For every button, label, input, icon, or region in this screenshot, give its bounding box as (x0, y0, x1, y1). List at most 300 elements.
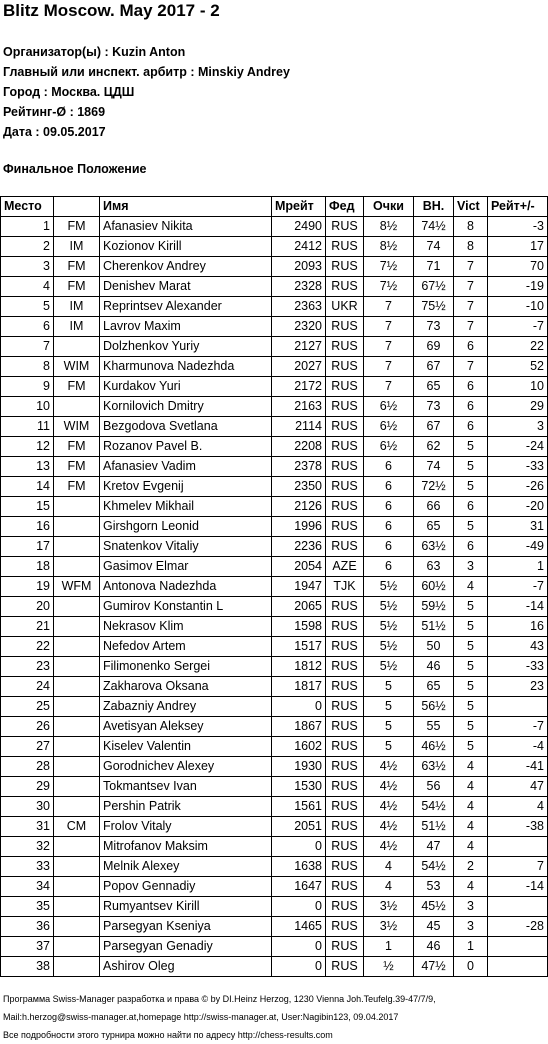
rating-change-cell (488, 897, 548, 917)
points-cell: 5 (364, 717, 414, 737)
title-cell (54, 497, 100, 517)
place-cell: 24 (1, 677, 54, 697)
title-cell (54, 737, 100, 757)
points-cell: 4 (364, 877, 414, 897)
place-cell: 13 (1, 457, 54, 477)
rating-change-cell: -14 (488, 597, 548, 617)
name-cell: Kretov Evgenij (100, 477, 272, 497)
name-cell: Parsegyan Genadiy (100, 937, 272, 957)
federation-cell: RUS (326, 277, 364, 297)
rating-cell: 2054 (272, 557, 326, 577)
rating-cell: 2363 (272, 297, 326, 317)
rating-cell: 2065 (272, 597, 326, 617)
rating-change-cell: -14 (488, 877, 548, 897)
federation-cell: UKR (326, 297, 364, 317)
buchholz-cell: 63½ (414, 537, 454, 557)
table-row (1, 257, 548, 277)
rating-change-cell: -3 (488, 217, 548, 237)
name-cell: Nekrasov Klim (100, 617, 272, 637)
rating-cell: 2236 (272, 537, 326, 557)
victories-cell: 5 (454, 477, 488, 497)
rating-change-cell: -26 (488, 477, 548, 497)
victories-cell: 5 (454, 737, 488, 757)
buchholz-cell: 56½ (414, 697, 454, 717)
victories-cell: 5 (454, 597, 488, 617)
points-cell: 5 (364, 737, 414, 757)
rating-change-cell: 22 (488, 337, 548, 357)
points-cell: 5½ (364, 637, 414, 657)
table-row (1, 297, 548, 317)
place-cell: 15 (1, 497, 54, 517)
place-cell: 19 (1, 577, 54, 597)
col-header-victories: Vict (454, 197, 488, 217)
points-cell: 6 (364, 497, 414, 517)
name-cell: Kozionov Kirill (100, 237, 272, 257)
table-row (1, 917, 548, 937)
title-cell (54, 657, 100, 677)
buchholz-cell: 74 (414, 457, 454, 477)
name-cell: Kharmunova Nadezhda (100, 357, 272, 377)
name-cell: Kurdakov Yuri (100, 377, 272, 397)
place-cell: 1 (1, 217, 54, 237)
place-cell: 37 (1, 937, 54, 957)
name-cell: Khmelev Mikhail (100, 497, 272, 517)
rating-cell: 1598 (272, 617, 326, 637)
table-row (1, 457, 548, 477)
rating-change-cell: -24 (488, 437, 548, 457)
victories-cell: 5 (454, 617, 488, 637)
place-cell: 2 (1, 237, 54, 257)
name-cell: Filimonenko Sergei (100, 657, 272, 677)
name-cell: Mitrofanov Maksim (100, 837, 272, 857)
federation-cell: RUS (326, 737, 364, 757)
points-cell: 7 (364, 337, 414, 357)
federation-cell: RUS (326, 617, 364, 637)
victories-cell: 8 (454, 237, 488, 257)
federation-cell: RUS (326, 797, 364, 817)
title-cell: IM (54, 317, 100, 337)
rating-cell: 0 (272, 937, 326, 957)
federation-cell: RUS (326, 777, 364, 797)
federation-cell: RUS (326, 817, 364, 837)
victories-cell: 6 (454, 337, 488, 357)
title-cell: WFM (54, 577, 100, 597)
rating-cell: 2378 (272, 457, 326, 477)
table-row (1, 337, 548, 357)
name-cell: Cherenkov Andrey (100, 257, 272, 277)
table-row (1, 597, 548, 617)
buchholz-cell: 67½ (414, 277, 454, 297)
table-header-row (1, 197, 548, 217)
victories-cell: 2 (454, 857, 488, 877)
victories-cell: 4 (454, 577, 488, 597)
title-cell (54, 797, 100, 817)
federation-cell: RUS (326, 217, 364, 237)
buchholz-cell: 46 (414, 937, 454, 957)
rating-change-cell: 3 (488, 417, 548, 437)
points-cell: 5 (364, 697, 414, 717)
name-cell: Popov Gennadiy (100, 877, 272, 897)
table-row (1, 737, 548, 757)
col-header-title (54, 197, 100, 217)
rating-cell: 2172 (272, 377, 326, 397)
victories-cell: 5 (454, 637, 488, 657)
rating-change-cell: 23 (488, 677, 548, 697)
federation-cell: RUS (326, 437, 364, 457)
rating-change-cell: 52 (488, 357, 548, 377)
rating-change-cell: -4 (488, 737, 548, 757)
title-cell: FM (54, 277, 100, 297)
place-cell: 7 (1, 337, 54, 357)
victories-cell: 7 (454, 317, 488, 337)
rating-cell: 2114 (272, 417, 326, 437)
city-line: Город : Москва. ЦДШ (3, 85, 135, 99)
victories-cell: 5 (454, 517, 488, 537)
table-row (1, 537, 548, 557)
rating-change-cell: 47 (488, 777, 548, 797)
victories-cell: 5 (454, 697, 488, 717)
arbiter-line: Главный или инспект. арбитр : Minskiy Andrey (3, 65, 290, 79)
buchholz-cell: 62 (414, 437, 454, 457)
tournament-title: Blitz Moscow. May 2017 - 2 (3, 1, 220, 20)
buchholz-cell: 56 (414, 777, 454, 797)
place-cell: 33 (1, 857, 54, 877)
table-row (1, 937, 548, 957)
points-cell: 7 (364, 357, 414, 377)
federation-cell: RUS (326, 857, 364, 877)
title-cell: WIM (54, 357, 100, 377)
rating-change-cell: -38 (488, 817, 548, 837)
rating-average-line: Рейтинг-Ø : 1869 (3, 105, 106, 119)
place-cell: 5 (1, 297, 54, 317)
buchholz-cell: 46 (414, 657, 454, 677)
name-cell: Denishev Marat (100, 277, 272, 297)
federation-cell: RUS (326, 837, 364, 857)
buchholz-cell: 67 (414, 417, 454, 437)
rating-cell: 1647 (272, 877, 326, 897)
rating-change-cell: 70 (488, 257, 548, 277)
points-cell: 6½ (364, 397, 414, 417)
table-row (1, 657, 548, 677)
table-row (1, 637, 548, 657)
title-cell (54, 337, 100, 357)
victories-cell: 4 (454, 817, 488, 837)
rating-change-cell: 7 (488, 857, 548, 877)
federation-cell: RUS (326, 237, 364, 257)
points-cell: 4½ (364, 777, 414, 797)
federation-cell: RUS (326, 897, 364, 917)
name-cell: Pershin Patrik (100, 797, 272, 817)
victories-cell: 4 (454, 877, 488, 897)
name-cell: Kornilovich Dmitry (100, 397, 272, 417)
points-cell: 5½ (364, 597, 414, 617)
rating-cell: 1602 (272, 737, 326, 757)
federation-cell: RUS (326, 697, 364, 717)
victories-cell: 5 (454, 717, 488, 737)
name-cell: Frolov Vitaly (100, 817, 272, 837)
rating-change-cell: -49 (488, 537, 548, 557)
federation-cell: RUS (326, 937, 364, 957)
place-cell: 4 (1, 277, 54, 297)
federation-cell: RUS (326, 877, 364, 897)
title-cell (54, 877, 100, 897)
table-row (1, 837, 548, 857)
victories-cell: 4 (454, 757, 488, 777)
title-cell: FM (54, 477, 100, 497)
name-cell: Reprintsev Alexander (100, 297, 272, 317)
rating-change-cell: -10 (488, 297, 548, 317)
rating-cell: 2051 (272, 817, 326, 837)
rating-cell: 1817 (272, 677, 326, 697)
title-cell (54, 837, 100, 857)
footer-contact: Mail:h.herzog@swiss-manager.at,homepage http://swiss-manager.at, User:Nagibin123, 09.04.2017 (3, 1012, 399, 1022)
victories-cell: 8 (454, 217, 488, 237)
federation-cell: RUS (326, 257, 364, 277)
victories-cell: 7 (454, 297, 488, 317)
buchholz-cell: 46½ (414, 737, 454, 757)
buchholz-cell: 47 (414, 837, 454, 857)
rating-change-cell (488, 937, 548, 957)
title-cell: WIM (54, 417, 100, 437)
federation-cell: RUS (326, 377, 364, 397)
victories-cell: 4 (454, 797, 488, 817)
place-cell: 3 (1, 257, 54, 277)
col-header-buchholz: BH. (414, 197, 454, 217)
buchholz-cell: 53 (414, 877, 454, 897)
buchholz-cell: 73 (414, 397, 454, 417)
points-cell: 6 (364, 477, 414, 497)
name-cell: Lavrov Maxim (100, 317, 272, 337)
table-row (1, 417, 548, 437)
title-cell: FM (54, 437, 100, 457)
name-cell: Girshgorn Leonid (100, 517, 272, 537)
rating-cell: 2412 (272, 237, 326, 257)
points-cell: 6 (364, 517, 414, 537)
points-cell: 7½ (364, 257, 414, 277)
place-cell: 34 (1, 877, 54, 897)
standings-table (0, 196, 548, 977)
rating-change-cell: -19 (488, 277, 548, 297)
victories-cell: 6 (454, 417, 488, 437)
place-cell: 10 (1, 397, 54, 417)
table-row (1, 217, 548, 237)
place-cell: 20 (1, 597, 54, 617)
col-header-points: Очки (364, 197, 414, 217)
federation-cell: RUS (326, 677, 364, 697)
table-row (1, 277, 548, 297)
federation-cell: TJK (326, 577, 364, 597)
victories-cell: 5 (454, 677, 488, 697)
federation-cell: RUS (326, 317, 364, 337)
title-cell (54, 597, 100, 617)
federation-cell: RUS (326, 657, 364, 677)
title-cell (54, 717, 100, 737)
table-row (1, 557, 548, 577)
col-header-place: Место (1, 197, 54, 217)
title-cell: FM (54, 217, 100, 237)
rating-cell: 2490 (272, 217, 326, 237)
rating-cell: 0 (272, 697, 326, 717)
victories-cell: 7 (454, 277, 488, 297)
title-cell (54, 757, 100, 777)
points-cell: 3½ (364, 917, 414, 937)
rating-change-cell: 4 (488, 797, 548, 817)
rating-cell: 0 (272, 897, 326, 917)
rating-cell: 0 (272, 837, 326, 857)
name-cell: Antonova Nadezhda (100, 577, 272, 597)
rating-cell: 2093 (272, 257, 326, 277)
federation-cell: RUS (326, 717, 364, 737)
table-row (1, 437, 548, 457)
title-cell: FM (54, 457, 100, 477)
victories-cell: 7 (454, 357, 488, 377)
points-cell: 7 (364, 377, 414, 397)
name-cell: Nefedov Artem (100, 637, 272, 657)
buchholz-cell: 63½ (414, 757, 454, 777)
points-cell: 5 (364, 677, 414, 697)
buchholz-cell: 54½ (414, 797, 454, 817)
place-cell: 25 (1, 697, 54, 717)
federation-cell: RUS (326, 917, 364, 937)
table-row (1, 877, 548, 897)
name-cell: Rozanov Pavel B. (100, 437, 272, 457)
title-cell (54, 677, 100, 697)
points-cell: 4 (364, 857, 414, 877)
name-cell: Snatenkov Vitaliy (100, 537, 272, 557)
federation-cell: RUS (326, 477, 364, 497)
name-cell: Kiselev Valentin (100, 737, 272, 757)
table-row (1, 377, 548, 397)
victories-cell: 3 (454, 897, 488, 917)
federation-cell: RUS (326, 517, 364, 537)
title-cell (54, 397, 100, 417)
name-cell: Parsegyan Kseniya (100, 917, 272, 937)
rating-cell: 1517 (272, 637, 326, 657)
table-row (1, 857, 548, 877)
place-cell: 28 (1, 757, 54, 777)
table-row (1, 817, 548, 837)
table-row (1, 517, 548, 537)
table-row (1, 617, 548, 637)
place-cell: 14 (1, 477, 54, 497)
title-cell: IM (54, 237, 100, 257)
name-cell: Gasimov Elmar (100, 557, 272, 577)
place-cell: 26 (1, 717, 54, 737)
points-cell: 4½ (364, 757, 414, 777)
points-cell: 3½ (364, 897, 414, 917)
rating-change-cell: -7 (488, 317, 548, 337)
title-cell (54, 537, 100, 557)
victories-cell: 5 (454, 457, 488, 477)
victories-cell: 0 (454, 957, 488, 977)
buchholz-cell: 65 (414, 517, 454, 537)
place-cell: 32 (1, 837, 54, 857)
col-header-rating-change: Рейт+/- (488, 197, 548, 217)
rating-cell: 2320 (272, 317, 326, 337)
rating-cell: 1812 (272, 657, 326, 677)
victories-cell: 3 (454, 557, 488, 577)
table-row (1, 777, 548, 797)
place-cell: 23 (1, 657, 54, 677)
points-cell: 6 (364, 457, 414, 477)
name-cell: Avetisyan Aleksey (100, 717, 272, 737)
victories-cell: 6 (454, 537, 488, 557)
federation-cell: RUS (326, 637, 364, 657)
buchholz-cell: 69 (414, 337, 454, 357)
rating-change-cell (488, 837, 548, 857)
victories-cell: 5 (454, 437, 488, 457)
col-header-federation: Фед (326, 197, 364, 217)
place-cell: 18 (1, 557, 54, 577)
rating-cell: 0 (272, 957, 326, 977)
rating-cell: 2163 (272, 397, 326, 417)
title-cell (54, 897, 100, 917)
name-cell: Rumyantsev Kirill (100, 897, 272, 917)
rating-change-cell: -41 (488, 757, 548, 777)
victories-cell: 4 (454, 777, 488, 797)
name-cell: Zakharova Oksana (100, 677, 272, 697)
federation-cell: RUS (326, 497, 364, 517)
victories-cell: 4 (454, 837, 488, 857)
buchholz-cell: 45 (414, 917, 454, 937)
buchholz-cell: 45½ (414, 897, 454, 917)
rating-cell: 1947 (272, 577, 326, 597)
federation-cell: RUS (326, 597, 364, 617)
table-row (1, 577, 548, 597)
place-cell: 9 (1, 377, 54, 397)
points-cell: 4½ (364, 837, 414, 857)
place-cell: 30 (1, 797, 54, 817)
victories-cell: 6 (454, 397, 488, 417)
points-cell: 6 (364, 537, 414, 557)
date-line: Дата : 09.05.2017 (3, 125, 106, 139)
buchholz-cell: 67 (414, 357, 454, 377)
points-cell: 1 (364, 937, 414, 957)
points-cell: ½ (364, 957, 414, 977)
table-row (1, 497, 548, 517)
rating-cell: 1530 (272, 777, 326, 797)
rating-cell: 1996 (272, 517, 326, 537)
name-cell: Tokmantsev Ivan (100, 777, 272, 797)
buchholz-cell: 54½ (414, 857, 454, 877)
points-cell: 6½ (364, 417, 414, 437)
place-cell: 21 (1, 617, 54, 637)
buchholz-cell: 65 (414, 677, 454, 697)
table-row (1, 397, 548, 417)
buchholz-cell: 50 (414, 637, 454, 657)
rating-change-cell: 1 (488, 557, 548, 577)
place-cell: 29 (1, 777, 54, 797)
table-row (1, 317, 548, 337)
name-cell: Gumirov Konstantin L (100, 597, 272, 617)
victories-cell: 3 (454, 917, 488, 937)
name-cell: Ashirov Oleg (100, 957, 272, 977)
col-header-name: Имя (100, 197, 272, 217)
rating-change-cell: 16 (488, 617, 548, 637)
buchholz-cell: 73 (414, 317, 454, 337)
points-cell: 7½ (364, 277, 414, 297)
buchholz-cell: 66 (414, 497, 454, 517)
buchholz-cell: 74½ (414, 217, 454, 237)
rating-change-cell: -33 (488, 457, 548, 477)
rating-change-cell: 10 (488, 377, 548, 397)
buchholz-cell: 55 (414, 717, 454, 737)
federation-cell: AZE (326, 557, 364, 577)
name-cell: Afanasiev Nikita (100, 217, 272, 237)
title-cell (54, 937, 100, 957)
victories-cell: 1 (454, 937, 488, 957)
place-cell: 6 (1, 317, 54, 337)
